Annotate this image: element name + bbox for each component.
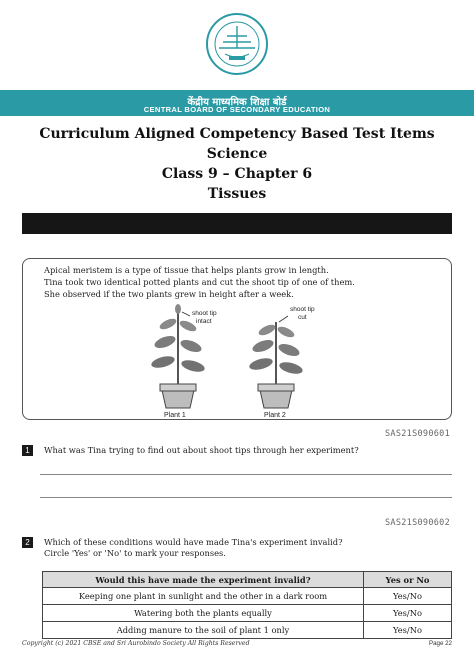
item-code: SAS21S090602 <box>384 518 450 528</box>
yes-no-choice[interactable]: Yes/No <box>364 622 452 639</box>
question-text: What was Tina trying to find out about shoot tips through her experiment? <box>44 445 359 455</box>
answer-line[interactable] <box>40 474 452 475</box>
class-chapter-title: Class 9 – Chapter 6 <box>161 166 313 182</box>
plant-experiment-figure <box>130 302 350 418</box>
table-row <box>43 622 452 639</box>
response-table <box>42 571 452 639</box>
table-header: Would this have made the experiment invalid? <box>43 572 364 588</box>
stimulus-text: Apical meristem is a type of tissue that helps plants grow in length. <box>44 265 329 275</box>
table-header: Yes or No <box>364 572 452 588</box>
table-header-row <box>43 572 452 588</box>
plant-2-tip-label: cut <box>298 314 307 321</box>
yes-no-choice[interactable]: Yes/No <box>364 588 452 605</box>
condition-cell: Adding manure to the soil of plant 1 only <box>43 622 364 639</box>
chapter-name: Tissues <box>207 186 267 202</box>
board-name: CENTRAL BOARD OF SECONDARY EDUCATION <box>143 105 331 114</box>
plant-2-label: Plant 2 <box>264 412 286 418</box>
copyright-notice: Copyright (c) 2021 CBSE and Sri Aurobindo Society All Rights Reserved <box>22 640 250 647</box>
document-title: Curriculum Aligned Competency Based Test Items <box>39 126 435 142</box>
question-instruction: Circle 'Yes' or 'No' to mark your responses. <box>44 548 226 558</box>
board-name-hindi: केंद्रीय माध्यमिक शिक्षा बोर्ड <box>187 97 287 108</box>
condition-cell: Watering both the plants equally <box>43 605 364 622</box>
question-number: 1 <box>22 445 33 456</box>
table-row <box>43 588 452 605</box>
page-number: Page 22 <box>428 640 452 647</box>
condition-cell: Keeping one plant in sunlight and the other in a dark room <box>43 588 364 605</box>
answer-line[interactable] <box>40 497 452 498</box>
plant-1-tip-label: shoot tip <box>192 310 217 317</box>
yes-no-choice[interactable]: Yes/No <box>364 605 452 622</box>
question-number: 2 <box>22 537 33 548</box>
item-code: SAS21S090601 <box>384 429 450 439</box>
plant-1-label: Plant 1 <box>164 412 186 418</box>
cbse-logo <box>205 12 269 76</box>
table-row <box>43 605 452 622</box>
stimulus-text: She observed if the two plants grew in height after a week. <box>44 289 294 299</box>
plant-1-tip-label: intact <box>196 318 212 325</box>
question-text: Which of these conditions would have made Tina's experiment invalid? <box>44 537 343 547</box>
section-band <box>22 213 452 234</box>
plant-2-illustration <box>248 316 304 408</box>
subject-title: Science <box>206 146 268 162</box>
plant-2-tip-label: shoot tip <box>290 306 315 313</box>
stimulus-text: Tina took two identical potted plants and cut the shoot tip of one of them. <box>44 277 355 287</box>
